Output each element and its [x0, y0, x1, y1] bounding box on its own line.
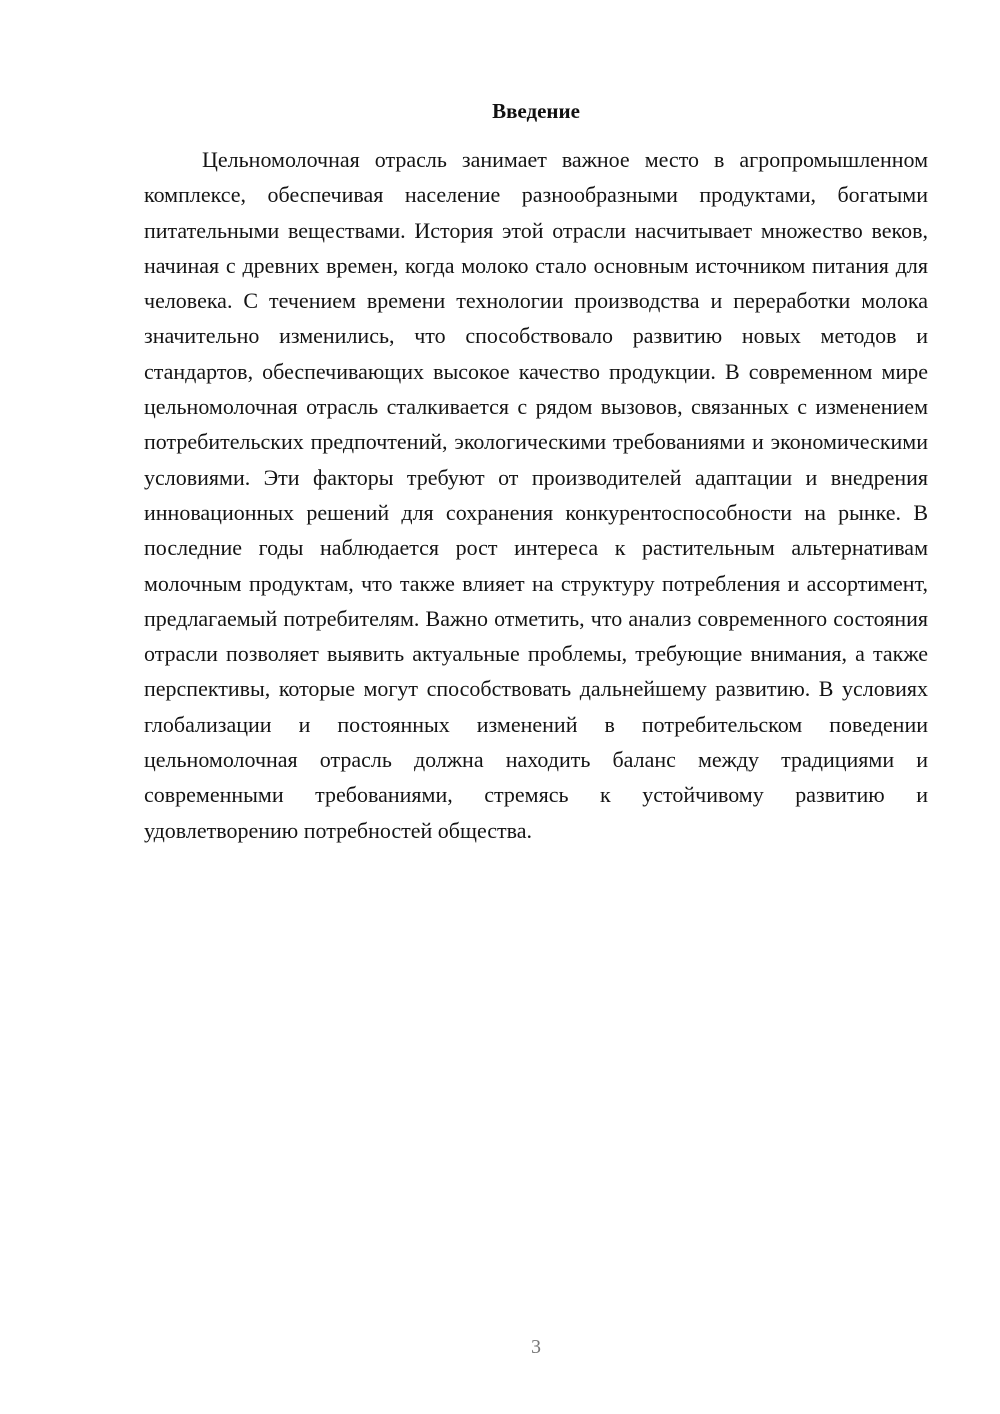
body-paragraph: Цельномолочная отрасль занимает важное место в агропромышленном комплексе, обеспечивая население разнообразными продуктами, богатыми питательными веществами. История этой отрасли насчитывает множество веков, начиная с древних времен, когда молоко стало основным источником питания для человека. С течением времени технологии производства и переработки молока значительно изменились, что способствовало развитию новых методов и стандартов, обеспечивающих высокое качество продукции. В современном мире цельномолочная отрасль сталкивается с рядом вызовов, связанных с изменением потребительских предпочтений, экологическими требованиями и экономическими условиями. Эти факторы требуют от производителей адаптации и внедрения инновационных решений для сохранения конкурентоспособности на рынке. В последние годы наблюдается рост интереса к растительным альтернативам молочным продуктам, что также влияет на структуру потребления и ассортимент, предлагаемый потребителям. Важно отметить, что анализ современного состояния отрасли позволяет выявить актуальные проблемы, требующие внимания, а также перспективы, которые могут способствовать дальнейшему развитию. В условиях глобализации и постоянных изменений в потребительском поведении цельномолочная отрасль должна находить баланс между традициями и современными требованиями, стремясь к устойчивому развитию и удовлетворению потребностей общества.: [144, 147, 928, 843]
page-number: 3: [531, 1336, 541, 1358]
section-heading: Введение: [492, 99, 580, 123]
